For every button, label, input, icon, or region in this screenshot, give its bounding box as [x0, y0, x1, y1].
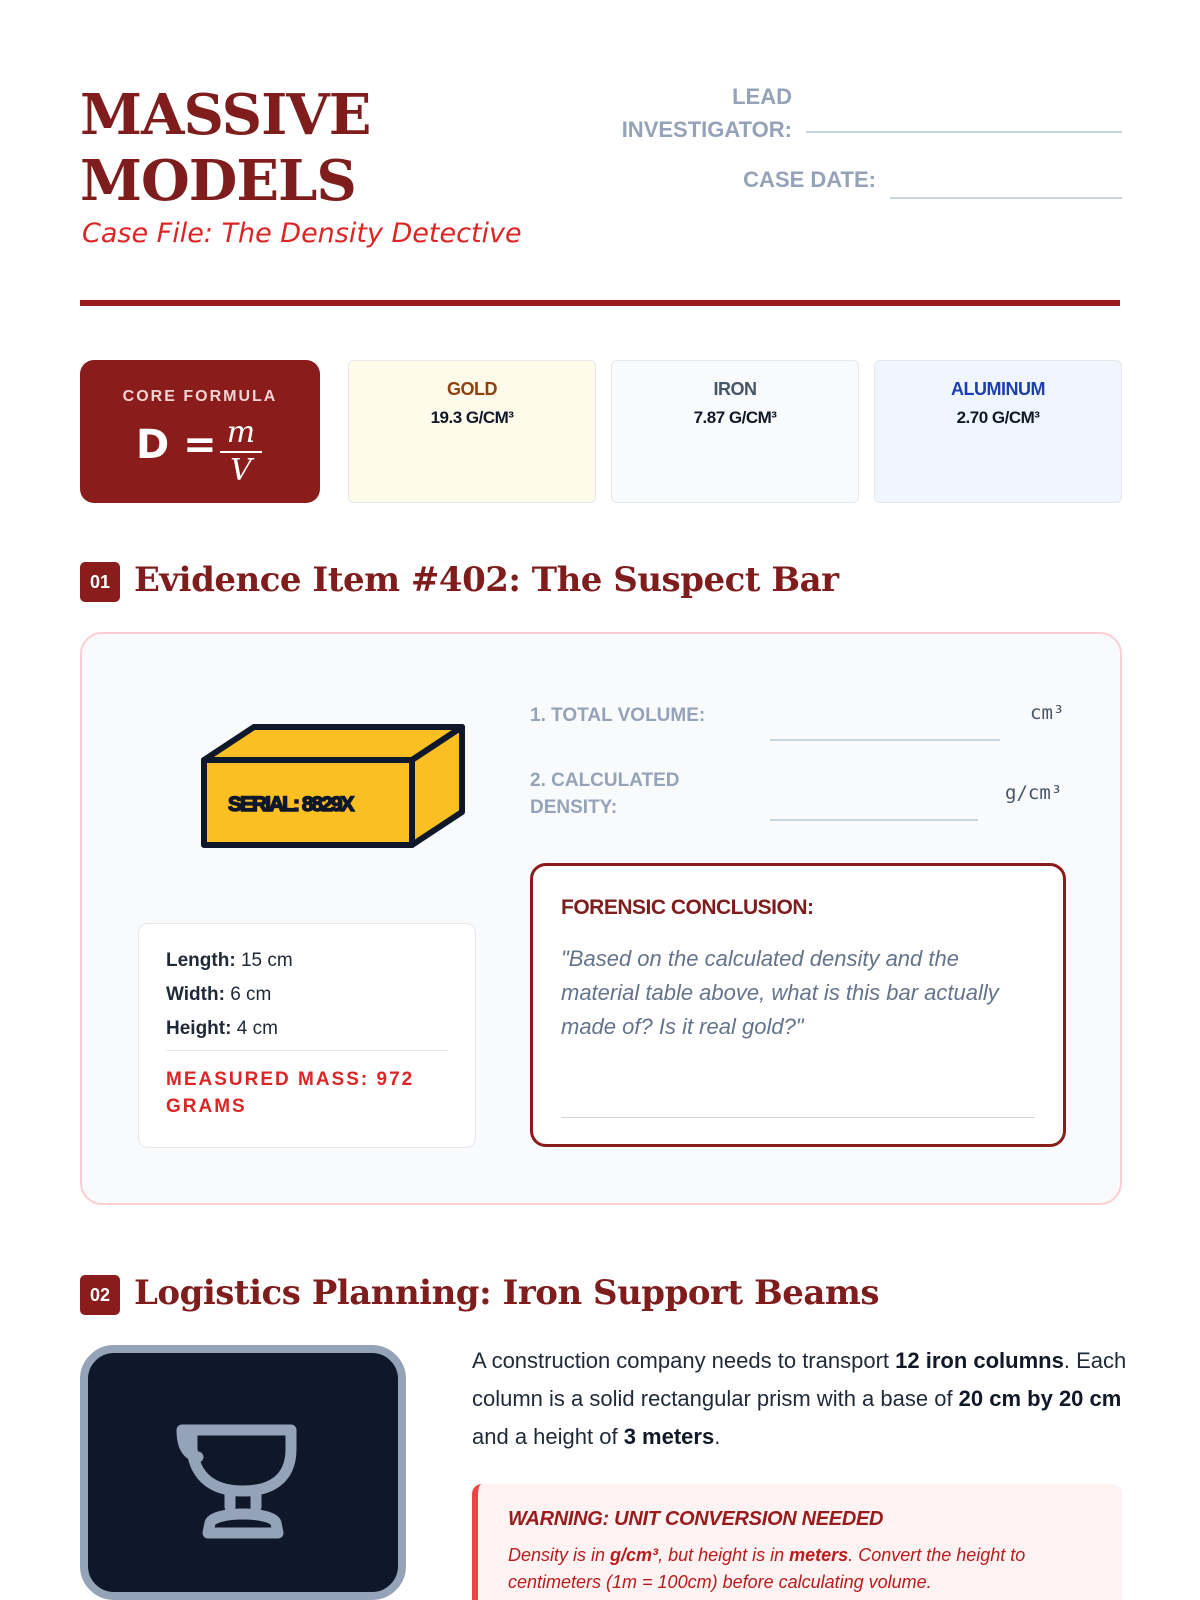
- problem-base-dimensions: 20 cm by 20 cm: [958, 1386, 1122, 1411]
- anvil-icon: [88, 1353, 398, 1600]
- gold-bar-serial: SERIAL: 8829X: [228, 793, 353, 816]
- conclusion-title: FORENSIC CONCLUSION:: [561, 896, 814, 919]
- measured-mass: MEASURED MASS: 972 GRAMS: [166, 1069, 415, 1117]
- density-label-line-1: 2. CALCULATED: [530, 770, 680, 791]
- case-date-field[interactable]: [890, 197, 1122, 199]
- page-title: [80, 82, 370, 214]
- spec-length-label: Length:: [166, 950, 236, 971]
- density-unit: g/cm³: [1005, 782, 1063, 804]
- title-line-2: MODELS: [80, 148, 356, 214]
- core-formula-card: [80, 360, 320, 503]
- section-badge-02: 02: [80, 1275, 120, 1315]
- material-density: 2.70 G/CM³: [956, 408, 1040, 427]
- material-card-iron: [611, 360, 859, 503]
- formula-label: CORE FORMULA: [122, 388, 278, 405]
- lead-label-line-2: INVESTIGATOR:: [621, 117, 792, 142]
- warning-text-part: , but height is in: [658, 1545, 790, 1565]
- material-density: 7.87 G/CM³: [693, 408, 777, 427]
- specs-card: [138, 923, 476, 1148]
- formula-lhs: D =: [136, 422, 217, 468]
- volume-answer-field[interactable]: [770, 739, 1000, 741]
- header-divider: [80, 300, 1120, 306]
- title-line-1: MASSIVE: [80, 82, 371, 148]
- warning-density-unit: g/cm³: [610, 1545, 659, 1565]
- spec-width: [166, 984, 271, 1006]
- case-date-label: CASE DATE:: [743, 167, 876, 192]
- material-name: IRON: [713, 379, 757, 399]
- page-subtitle: Case File: The Density Detective: [82, 218, 522, 249]
- volume-label: 1. TOTAL VOLUME:: [530, 705, 706, 726]
- warning-text-part: Density is in: [508, 1545, 611, 1565]
- lead-investigator-field[interactable]: [806, 131, 1122, 133]
- problem-text-part: . Each column is a solid rectangular prism with a base of: [472, 1348, 1127, 1411]
- formula-denominator: V: [230, 453, 252, 488]
- logistics-problem-text: [472, 1342, 1132, 1456]
- formula-numerator: m: [226, 415, 256, 450]
- warning-height-unit: meters: [789, 1545, 849, 1565]
- material-density: 19.3 G/CM³: [430, 408, 514, 427]
- volume-unit: cm³: [1030, 702, 1065, 724]
- section-badge-01: 01: [80, 562, 120, 602]
- conclusion-answer-field[interactable]: [561, 1117, 1035, 1118]
- warning-text-part: . Convert the height to centimeters (1m = 100cm) before calculating volume.: [508, 1545, 1026, 1592]
- density-label-line-2: DENSITY:: [530, 797, 618, 818]
- conclusion-prompt: "Based on the calculated density and the material table above, what is this bar actually made of? Is it real gold?": [561, 946, 999, 1039]
- spec-length: [166, 950, 293, 972]
- lead-label-line-1: LEAD: [732, 84, 792, 109]
- material-name: ALUMINUM: [951, 379, 1045, 399]
- spec-height-label: Height:: [166, 1018, 232, 1039]
- unit-conversion-warning: [472, 1484, 1122, 1600]
- material-card-aluminum: [874, 360, 1122, 503]
- problem-column-count: 12 iron columns: [895, 1348, 1064, 1373]
- formula-fraction: [220, 415, 262, 488]
- spec-length-value: 15 cm: [240, 950, 293, 971]
- problem-text-part: A construction company needs to transport: [472, 1348, 896, 1373]
- problem-text-part: and a height of: [472, 1424, 624, 1449]
- spec-divider: [166, 1050, 448, 1051]
- problem-text-part: .: [714, 1424, 721, 1449]
- material-name: GOLD: [447, 379, 497, 399]
- material-card-gold: [348, 360, 596, 503]
- lead-investigator-label: [600, 80, 792, 146]
- section-title-evidence: Evidence Item #402: The Suspect Bar: [134, 560, 839, 600]
- warning-text: [508, 1542, 1108, 1596]
- gold-bar-illustration: [195, 715, 470, 852]
- warning-title: WARNING: UNIT CONVERSION NEEDED: [508, 1508, 884, 1530]
- anvil-illustration: [80, 1345, 406, 1600]
- density-answer-field[interactable]: [770, 819, 978, 821]
- density-label: [530, 767, 680, 821]
- forensic-conclusion-box: [530, 863, 1066, 1147]
- section-title-logistics: Logistics Planning: Iron Support Beams: [134, 1273, 879, 1313]
- spec-width-label: Width:: [166, 984, 225, 1005]
- spec-width-value: 6 cm: [230, 984, 272, 1005]
- spec-height-value: 4 cm: [236, 1018, 278, 1039]
- spec-height: [166, 1018, 278, 1040]
- problem-height: 3 meters: [623, 1424, 715, 1449]
